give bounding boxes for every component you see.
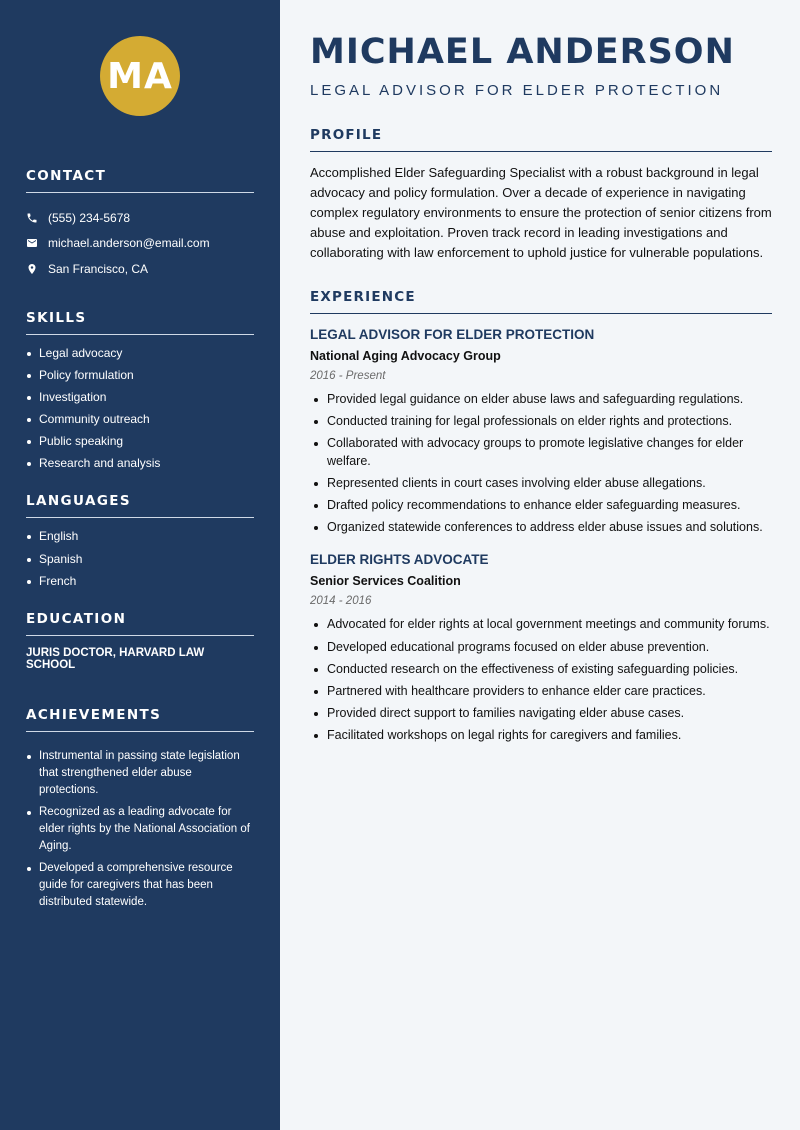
achievement-item: Developed a comprehensive resource guide for caregivers that has been distributed statewide.	[26, 860, 254, 911]
location-text: San Francisco, CA	[48, 261, 149, 276]
achievements-heading: ACHIEVEMENTS	[26, 707, 254, 732]
avatar	[100, 36, 180, 116]
language-item: French	[26, 574, 254, 589]
mail-icon	[26, 237, 38, 249]
duty-item: Drafted policy recommendations to enhance elder safeguarding measures.	[310, 497, 772, 515]
education-heading: EDUCATION	[26, 611, 254, 636]
location-pin-icon	[26, 263, 38, 275]
skills-list	[26, 346, 254, 472]
duty-item: Facilitated workshops on legal rights for caregivers and families.	[310, 727, 772, 745]
phone-icon	[26, 212, 38, 224]
duty-item: Organized statewide conferences to address elder abuse issues and solutions.	[310, 519, 772, 537]
contact-heading: CONTACT	[26, 168, 254, 193]
duty-item: Advocated for elder rights at local government meetings and community forums.	[310, 616, 772, 634]
phone-text[interactable]: (555) 234-5678	[48, 210, 131, 225]
contact-location	[26, 256, 254, 282]
education-degree: JURIS DOCTOR, HARVARD LAW SCHOOL	[26, 646, 205, 671]
duty-item: Represented clients in court cases involving elder abuse allegations.	[310, 475, 772, 493]
duties-list	[310, 391, 772, 536]
company-name: National Aging Advocacy Group	[310, 349, 501, 363]
skill-item: Community outreach	[26, 412, 254, 427]
avatar-initials: MA	[107, 55, 173, 97]
main-content	[310, 0, 772, 749]
company-name: Senior Services Coalition	[310, 574, 461, 589]
duty-item: Collaborated with advocacy groups to promote legislative changes for elder welfare.	[310, 435, 772, 470]
duty-item: Developed educational programs focused on elder abuse prevention.	[310, 639, 772, 657]
job-entry	[310, 552, 772, 744]
skill-item: Investigation	[26, 390, 254, 405]
achievement-item: Recognized as a leading advocate for elder rights by the National Association of Aging.	[26, 804, 254, 855]
person-name: MICHAEL ANDERSON	[310, 32, 735, 72]
skill-item: Legal advocacy	[26, 346, 254, 361]
profile-heading: PROFILE	[310, 127, 772, 152]
achievements-list	[26, 748, 254, 911]
skill-item: Research and analysis	[26, 456, 254, 471]
duty-item: Conducted training for legal professionals on elder rights and protections.	[310, 413, 772, 431]
language-item: Spanish	[26, 552, 254, 567]
duties-list	[310, 616, 772, 744]
email-text[interactable]: michael.anderson@email.com	[48, 236, 210, 251]
job-headline: LEGAL ADVISOR FOR ELDER PROTECTION	[310, 82, 724, 99]
achievement-item: Instrumental in passing state legislation that strengthened elder abuse protections.	[26, 748, 254, 799]
job-dates: 2014 - 2016	[310, 595, 372, 608]
duty-item: Provided legal guidance on elder abuse laws and safeguarding regulations.	[310, 391, 772, 409]
duty-item: Provided direct support to families navigating elder abuse cases.	[310, 705, 772, 723]
contact-phone	[26, 205, 254, 231]
skill-item: Public speaking	[26, 434, 254, 449]
language-item: English	[26, 529, 254, 544]
job-dates: 2016 - Present	[310, 370, 386, 382]
job-entry	[310, 327, 772, 536]
duty-item: Conducted research on the effectiveness of existing safeguarding policies.	[310, 661, 772, 679]
skill-item: Policy formulation	[26, 368, 254, 383]
languages-heading: LANGUAGES	[26, 493, 254, 518]
languages-list	[26, 529, 254, 588]
experience-heading: EXPERIENCE	[310, 289, 772, 314]
contact-list	[26, 205, 254, 282]
duty-item: Partnered with healthcare providers to enhance elder care practices.	[310, 683, 772, 701]
profile-text: Accomplished Elder Safeguarding Specialist with a robust background in legal advocacy and policy formulation. Over a decade of experience in navigating complex regulatory environments to ensure the protection of senior citizens from abuse and exploitation. Proven track record in leading investigations and collaborating with law enforcement to uphold justice for vulnerable populations.	[310, 165, 772, 260]
job-title: LEGAL ADVISOR FOR ELDER PROTECTION	[310, 327, 595, 342]
skills-heading: SKILLS	[26, 310, 254, 335]
contact-email	[26, 231, 254, 257]
sidebar	[0, 0, 280, 1130]
job-title: ELDER RIGHTS ADVOCATE	[310, 552, 489, 568]
